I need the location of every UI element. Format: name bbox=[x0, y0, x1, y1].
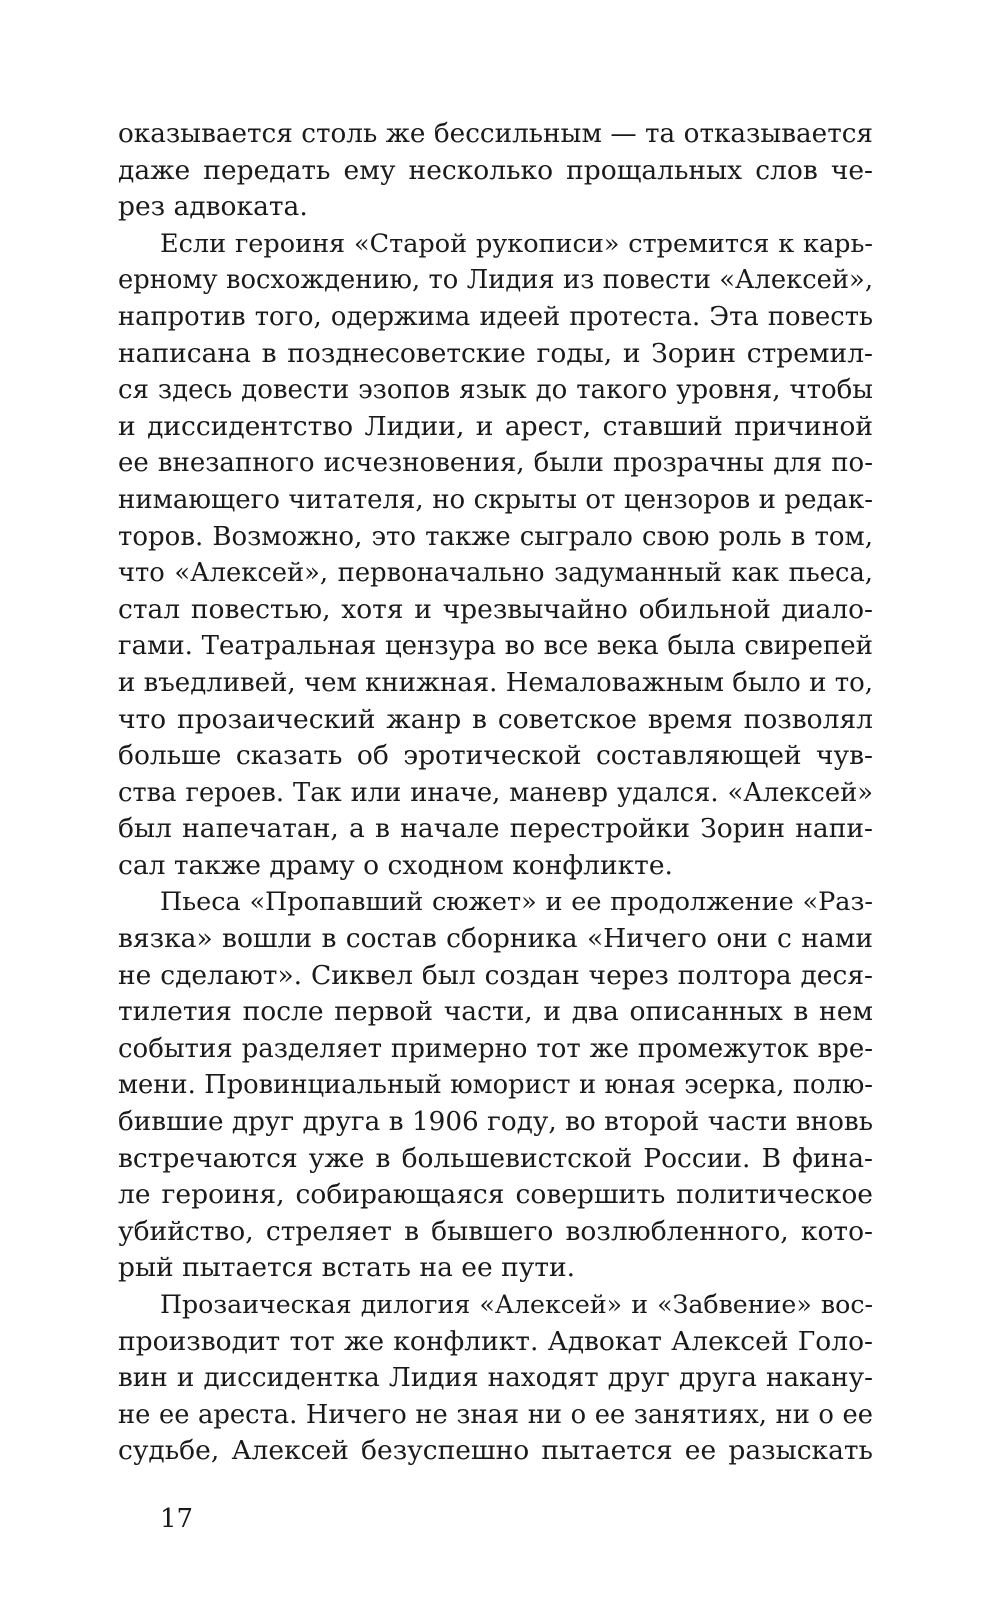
text-line: Прозаическая дилогия «Алексей» и «Забвение» вос- bbox=[160, 1290, 873, 1319]
text-line: напротив того, одержима идеей протеста. Эта повесть bbox=[118, 301, 873, 332]
text-line: тилетия после первой части, и два описанных в нем bbox=[118, 996, 873, 1028]
body-text bbox=[118, 116, 873, 1470]
text-line: стал повестью, хотя и чрезвычайно обильной диало- bbox=[118, 593, 873, 625]
text-line: вязка» вошли в состав сборника «Ничего они с нами bbox=[118, 923, 873, 955]
text-line: бившие друг друга в 1906 году, во второй части вновь bbox=[118, 1107, 873, 1138]
text-line: мени. Провинциальный юморист и юная эсерка, полю- bbox=[118, 1070, 873, 1101]
text-line: встречаются уже в большевистской России. В фина- bbox=[118, 1142, 873, 1174]
text-line: был напечатан, а в начале перестройки Зорин напи- bbox=[118, 813, 873, 845]
paragraph bbox=[118, 884, 873, 1287]
text-line: даже передать ему несколько прощальных слов че- bbox=[118, 154, 873, 186]
text-line: ле героиня, собирающаяся совершить политическое bbox=[118, 1179, 873, 1211]
text-line: ерному восхождению, то Лидия из повести «Алексей», bbox=[118, 265, 873, 296]
text-line: ства героев. Так или иначе, маневр удался. «Алексей» bbox=[118, 777, 873, 808]
text-line: Пьеса «Пропавший сюжет» и ее продолжение «Раз- bbox=[160, 887, 873, 918]
text-line: убийство, стреляет в бывшего возлюбленного, кото- bbox=[118, 1215, 873, 1247]
text-line: рез адвоката. bbox=[118, 191, 308, 223]
text-line: гами. Театральная цензура во все века была свирепей bbox=[118, 631, 873, 662]
text-line: нимающего читателя, но скрыты от цензоров и редак- bbox=[118, 484, 873, 515]
text-line: написана в позднесоветские годы, и Зорин стремил- bbox=[118, 337, 873, 369]
text-line: не сделают». Сиквел был создан через полтора деся- bbox=[118, 959, 873, 991]
page-number: 17 bbox=[160, 1504, 194, 1534]
text-line: не ее ареста. Ничего не зная ни о ее занятиях, ни о ее bbox=[118, 1399, 873, 1430]
paragraph bbox=[118, 116, 873, 226]
paragraph bbox=[118, 1287, 873, 1470]
paragraph bbox=[118, 226, 873, 885]
text-line: и въедливей, чем книжная. Немаловажным было и то, bbox=[118, 667, 873, 698]
text-line: события разделяет примерно тот же промежуток вре- bbox=[118, 1033, 873, 1064]
text-line: ся здесь довести эзопов язык до такого уровня, чтобы bbox=[118, 375, 873, 406]
text-line: Если героиня «Старой рукописи» стремится к карь- bbox=[160, 228, 873, 259]
text-line: что «Алексей», первоначально задуманный как пьеса, bbox=[118, 558, 873, 589]
text-line: что прозаический жанр в советское время позволял bbox=[118, 703, 873, 735]
text-line: и диссидентство Лидии, и арест, ставший причиной bbox=[118, 410, 873, 442]
text-line: оказывается столь же бессильным — та отказывается bbox=[118, 119, 873, 149]
text-line: сал также драму о сходном конфликте. bbox=[118, 849, 673, 881]
text-line: судьбе, Алексей безуспешно пытается ее разыскать bbox=[118, 1435, 873, 1467]
text-line: производит тот же конфликт. Адвокат Алексей Голо- bbox=[118, 1325, 873, 1357]
text-line: рый пытается встать на ее пути. bbox=[118, 1252, 576, 1284]
text-line: ее внезапного исчезновения, были прозрачны для по- bbox=[118, 448, 873, 479]
text-line: торов. Возможно, это также сыграло свою роль в том, bbox=[118, 521, 873, 552]
text-line: больше сказать об эротической составляющей чув- bbox=[118, 740, 873, 772]
text-line: вин и диссидентка Лидия находят друг друга накану- bbox=[118, 1363, 873, 1394]
